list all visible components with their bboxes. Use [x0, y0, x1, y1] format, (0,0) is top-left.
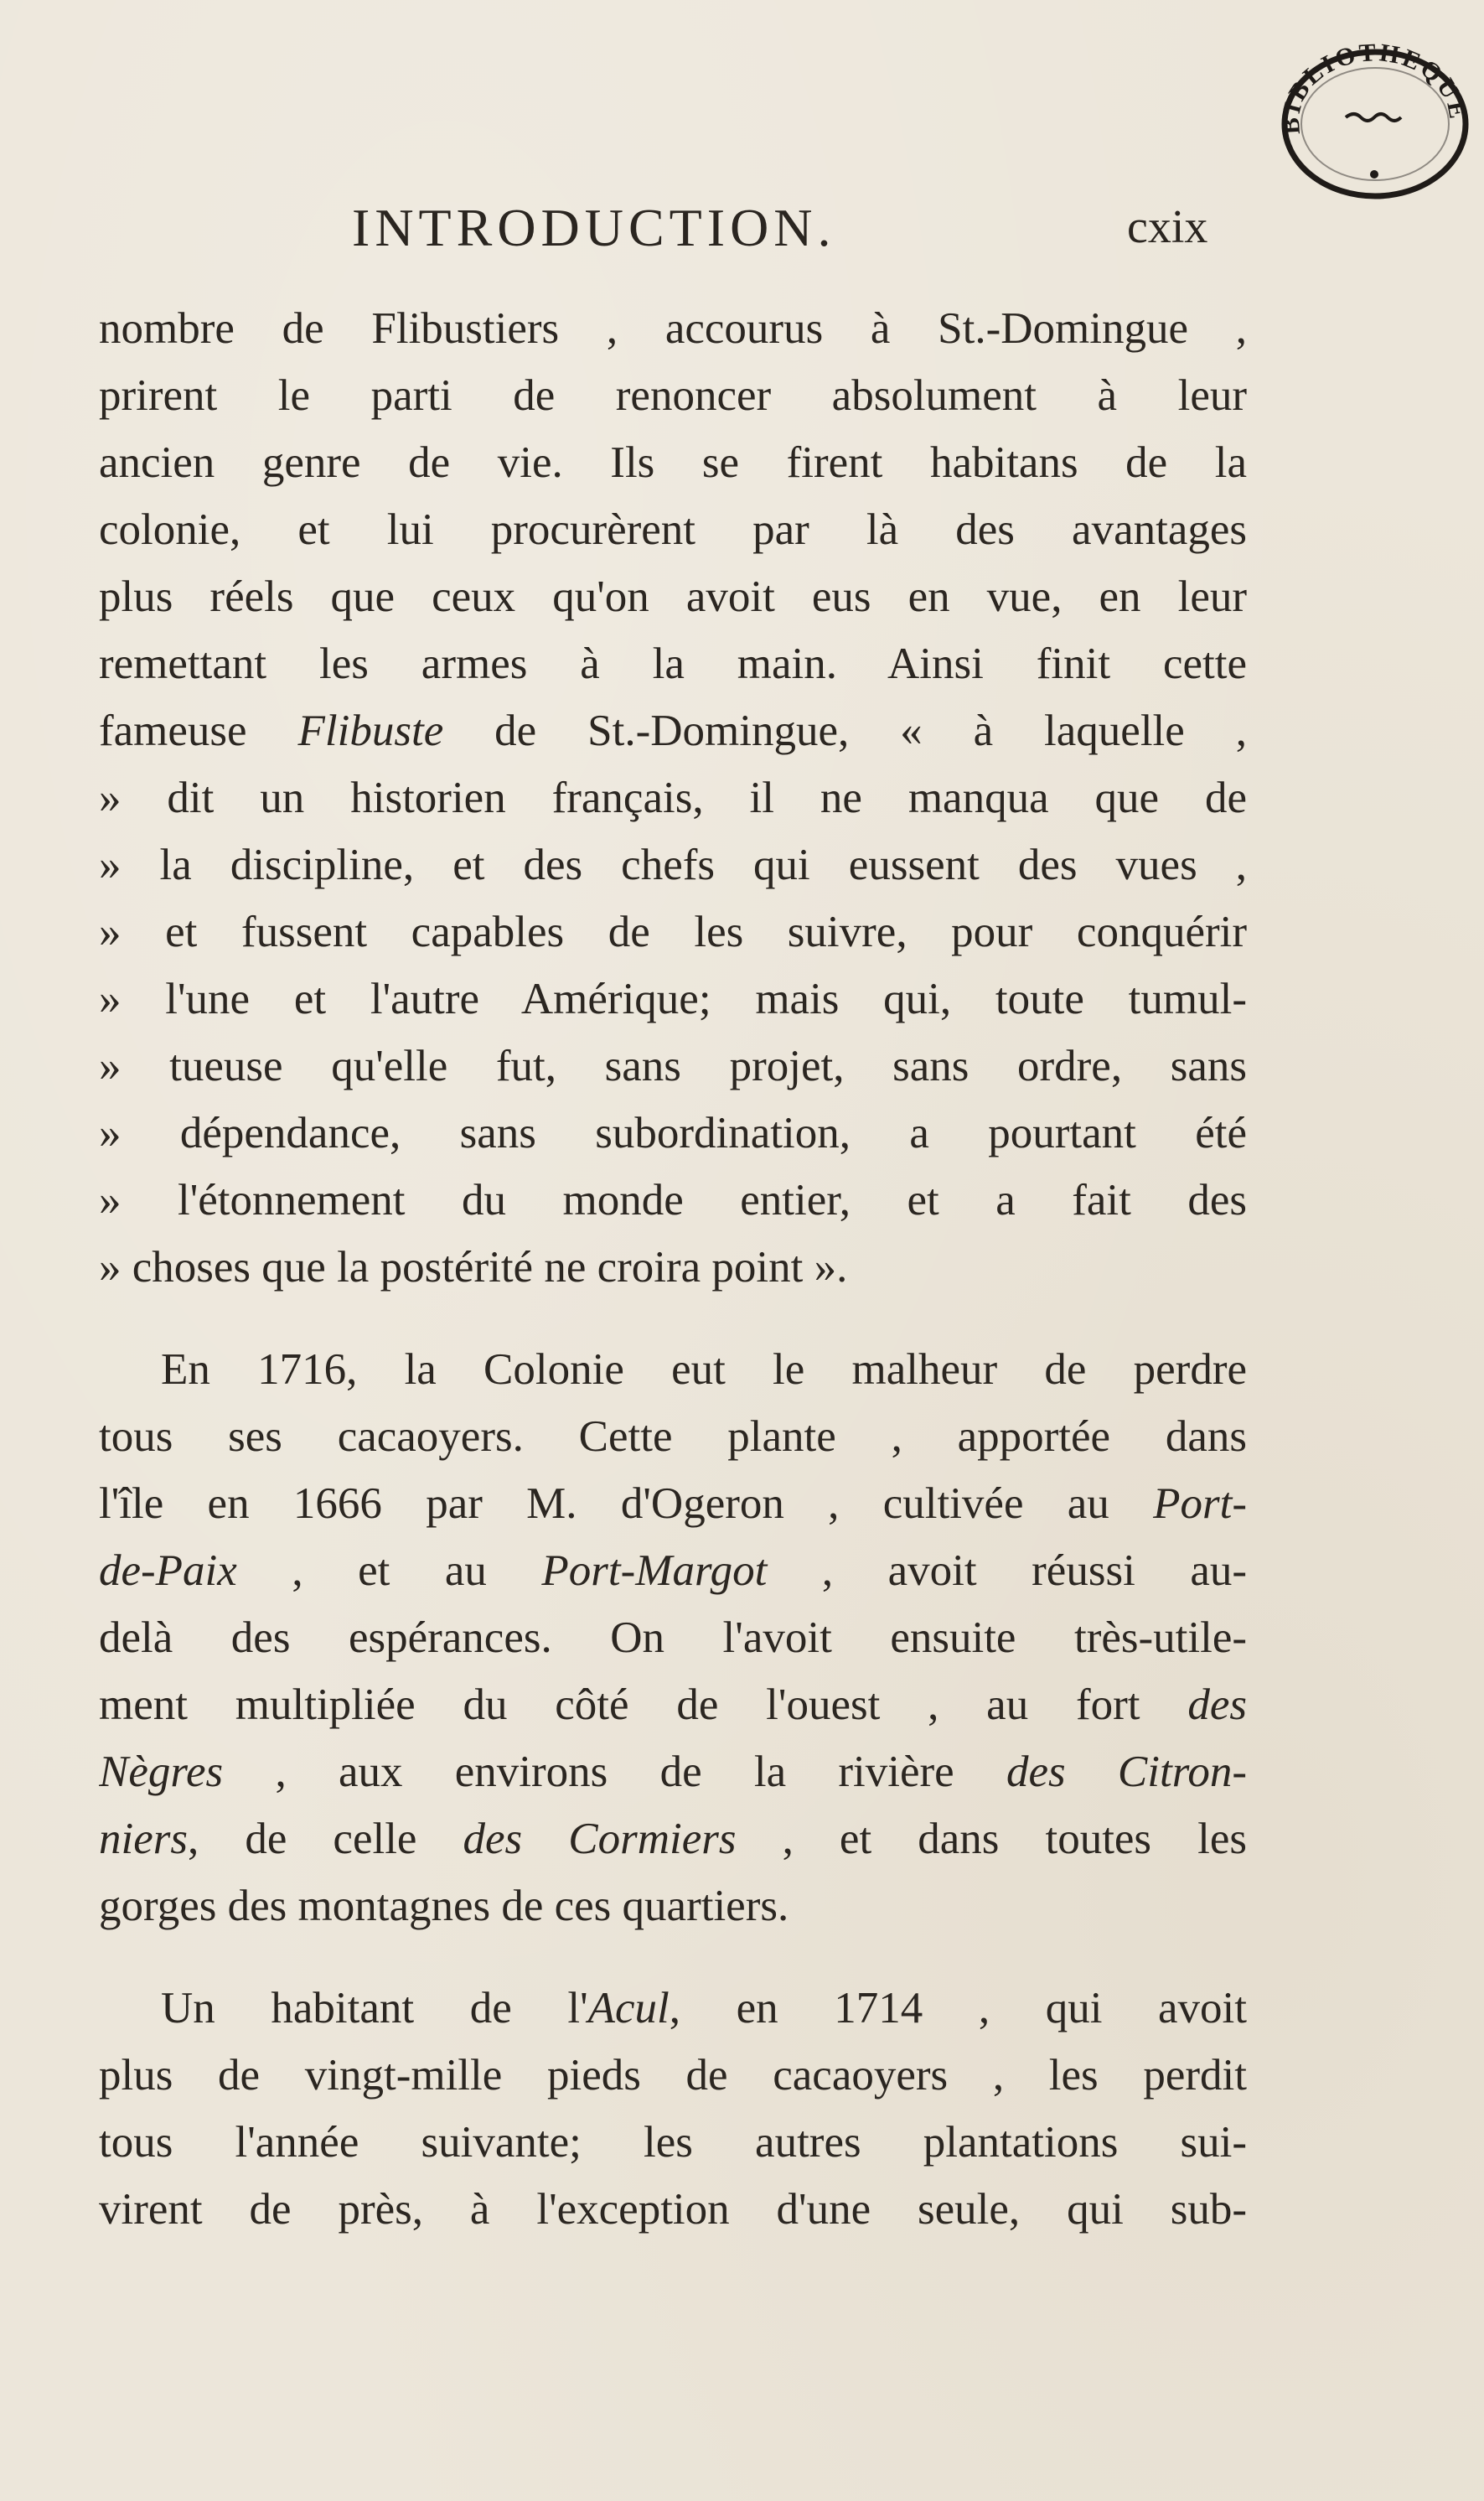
paragraph-gap	[99, 1939, 1247, 1975]
paragraph-gap	[99, 1301, 1247, 1336]
library-stamp-graphic	[1272, 34, 1478, 210]
text-line: tous ses cacaoyers. Cette plante , apportée dans	[99, 1412, 1247, 1461]
text-line: virent de près, à l'exception d'une seule, qui sub-	[99, 2185, 1247, 2234]
library-stamp	[1272, 34, 1478, 210]
quote-line: » la discipline, et des chefs qui eussent des vues ,	[99, 841, 1247, 889]
text-line: ancien genre de vie. Ils se firent habitans de la	[99, 438, 1247, 487]
quote-line: » l'une et l'autre Amérique; mais qui, toute tumul-	[99, 975, 1247, 1023]
text-line: colonie, et lui procurèrent par là des avantages	[99, 505, 1247, 554]
quote-line: » tueuse qu'elle fut, sans projet, sans ordre, sans	[99, 1042, 1247, 1090]
text-line: Nègres , aux environs de la rivière des Citron-	[99, 1748, 1247, 1796]
text-line: delà des espérances. On l'avoit ensuite très-utile-	[99, 1613, 1247, 1662]
text-line: plus de vingt-mille pieds de cacaoyers , les perdit	[99, 2051, 1247, 2100]
svg-text:BIBLIOTHEQUE: BIBLIOTHEQUE	[1276, 39, 1472, 136]
text-line: En 1716, la Colonie eut le malheur de perdre	[161, 1345, 1247, 1394]
text-line: tous l'année suivante; les autres plantations sui-	[99, 2118, 1247, 2167]
text-line: de-Paix , et au Port-Margot , avoit réussi au-	[99, 1546, 1247, 1595]
page-number: cxix	[1127, 201, 1208, 253]
text-line: l'île en 1666 par M. d'Ogeron , cultivée au Port-	[99, 1479, 1247, 1528]
text-line: niers, de celle des Cormiers , et dans toutes les	[99, 1815, 1247, 1863]
text-line: ment multipliée du côté de l'ouest , au fort des	[99, 1680, 1247, 1729]
quote-line: » l'étonnement du monde entier, et a fait des	[99, 1176, 1247, 1225]
text-line: remettant les armes à la main. Ainsi finit cette	[99, 639, 1247, 688]
text-line: gorges des montagnes de ces quartiers.	[99, 1882, 789, 1930]
text-line: nombre de Flibustiers , accourus à St.-Domingue ,	[99, 304, 1247, 353]
quote-line: » dit un historien français, il ne manqua que de	[99, 774, 1247, 822]
text-line: prirent le parti de renoncer absolument à leur	[99, 371, 1247, 420]
page-header	[0, 197, 1484, 281]
quote-line: » et fussent capables de les suivre, pour conquérir	[99, 908, 1247, 956]
quote-line: » dépendance, sans subordination, a pourtant été	[99, 1109, 1247, 1157]
text-line: Un habitant de l'Acul, en 1714 , qui avoit	[161, 1984, 1247, 2032]
quote-line: » choses que la postérité ne croira point ».	[99, 1243, 848, 1292]
running-title: INTRODUCTION.	[352, 198, 836, 257]
text-line: fameuse Flibuste de St.-Domingue, « à laquelle ,	[99, 707, 1247, 755]
text-line: plus réels que ceux qu'on avoit eus en vue, en leur	[99, 572, 1247, 621]
body-text	[99, 295, 1247, 2243]
